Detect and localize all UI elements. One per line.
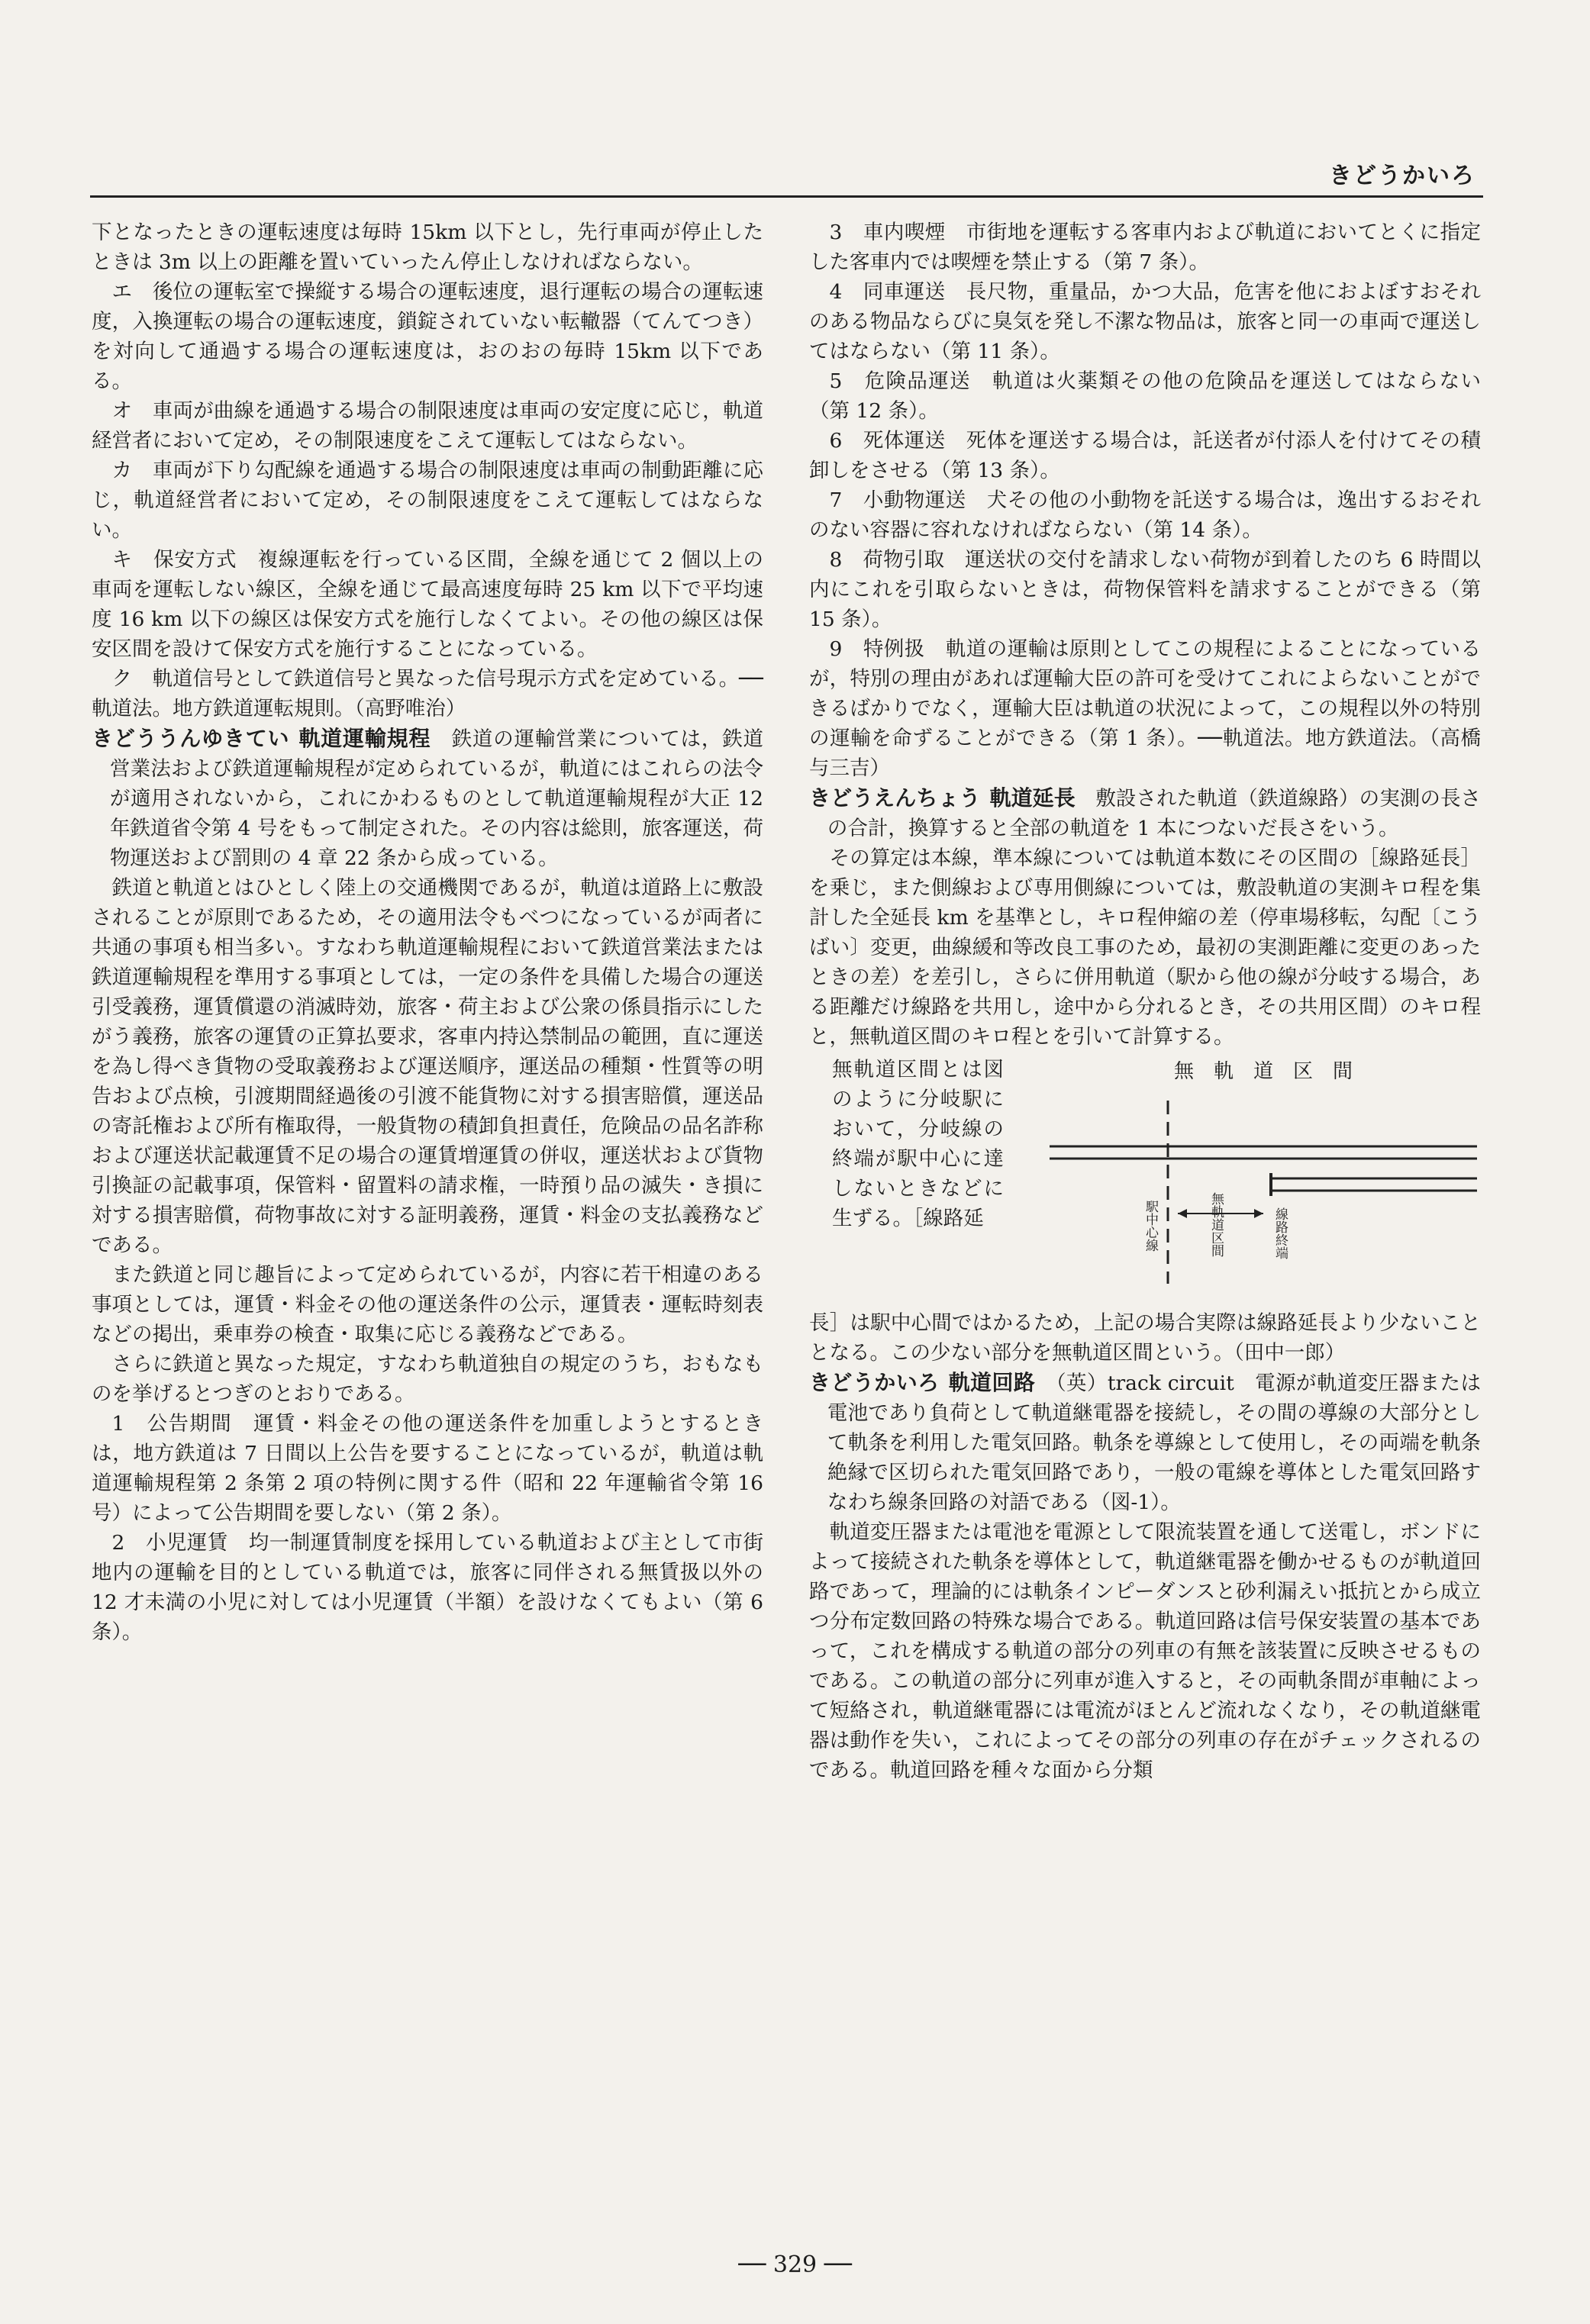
paragraph: エ 後位の運転室で操縦する場合の運転速度，退行運転の場合の運転速度，入換運転の場合の運転速度，鎖錠されていない転轍器（てんてつき）を対向して通過する場合の運転速度は，おのおの毎時 15km 以下である。: [92, 280, 763, 393]
paragraph: 1 公告期間 運賃・料金その他の運送条件を加重しようとするときは，地方鉄道は 7 日間以上公告を要することになっているが，軌道は軌道運輸規程第 2 条第 2 項の特例に関する件（昭和 22 年運輸省令第 16 号）によって公告期間を要しない（第 2 条）。: [92, 1412, 763, 1525]
page-number: ── 329 ──: [738, 2251, 852, 2278]
header-rule: [90, 195, 1483, 198]
figure-title: 無 軌 道 区 間: [1173, 1060, 1353, 1083]
paragraph: 2 小児運賃 均一制運賃制度を採用している軌道および主として市街地内の運輸を目的としている軌道では，旅客に同伴される無賃扱以外の 12 才未満の小児に対しては小児運賃（半額）を設けなくてもよい（第 6 条）。: [92, 1531, 763, 1644]
paragraph: 8 荷物引取 運送状の交付を請求しない荷物が到着したのち 6 時間以内にこれを引取らないときは，荷物保管料を請求することができる（第 15 条）。: [809, 548, 1481, 631]
paragraph: 5 危険品運送 軌道は火薬類その他の危険品を運送してはならない（第 12 条）。: [809, 369, 1481, 423]
paragraph: 長］は駅中心間ではかるため，上記の場合実際は線路延長より少ないこととなる。この少ない部分を無軌道区間という。（田中一郎）: [809, 1311, 1481, 1365]
paragraph: キ 保安方式 複線運転を行っている区間，全線を通じて 2 個以上の車両を運転しない線区，全線を通じて最高速度毎時 25 km 以下で平均速度 16 km 以下の線区は保安方式を施行しなくてよい。その他の線区は保安区間を設けて保安方式を施行することになっている。: [92, 548, 763, 661]
paragraph: ク 軌道信号として鉄道信号と異なった信号現示方式を定めている。──軌道法。地方鉄道運転規則。（高野唯治）: [92, 667, 763, 720]
entry-kido-encho: [809, 783, 1481, 843]
entry-kanji: 軌道回路: [948, 1370, 1036, 1395]
entry-kanji: 軌道延長: [989, 785, 1076, 811]
paragraph: 4 同車運送 長尺物，重量品，かつ大品，危害を他におよぼすおそれのある物品ならびに臭気を発し不潔な物品は，旅客と同一の車両で運送してはならない（第 11 条）。: [809, 280, 1481, 363]
label-no-track-section: 無軌道区間: [1208, 1192, 1224, 1257]
paragraph: 軌道変圧器または電池を電源として限流装置を通して送電し，ボンドによって接続された軌条を導体として，軌道継電器を働かせるものが軌道回路であって，理論的には軌条インピーダンスと砂利漏えい抵抗とから成立つ分布定数回路の特殊な場合である。軌道回路は信号保安装置の基本であって，これを構成する軌道の部分の列車の有無を該装置に反映させるものである。この軌道の部分に列車が進入すると，その両軌条間が車軸によって短絡され，軌道継電器には電流がほとんど流れなくなり，その軌道継電器は動作を失い，これによってその部分の列車の存在がチェックされるのである。軌道回路を種々な面から分類: [809, 1520, 1481, 1782]
paragraph: カ 車両が下り勾配線を通過する場合の制限速度は車両の制動距離に応じ，軌道経営者において定め，その制限速度をこえて運転してはならない。: [92, 459, 763, 542]
paragraph: 7 小動物運送 犬その他の小動物を託送する場合は，逸出するおそれのない容器に容れなければならない（第 14 条）。: [809, 488, 1481, 542]
paragraph: また鉄道と同じ趣旨によって定められているが，内容に若干相違のある事項としては，運賃・料金その他の運送条件の公示，運賃表・運転時刻表などの掲出，乗車券の検査・取集に応じる義務などである。: [92, 1263, 763, 1346]
entry-kido-unyu-kitei: [92, 724, 763, 873]
right-column: [809, 218, 1481, 1785]
entry-headword: きどうえんちょう: [809, 785, 981, 811]
label-line-end: 線路終端: [1272, 1207, 1288, 1259]
paragraph: 9 特例扱 軌道の運輸は原則としてこの規程によることになっているが，特別の理由があれば運輸大臣の許可を受けてこれによらないことができるばかりでなく，運輸大臣は軌道の状況によって，この規程以外の特別の運輸を命ずることができる（第 1 条）。──軌道法。地方鉄道法。（高橋与三吉）: [809, 637, 1481, 780]
label-station-center: 駅中心線: [1143, 1200, 1158, 1252]
entry-lead: （英）track circuit 電源が軌道変圧器または電池であり負荷として軌道継電器を接続し，その間の導線の大部分として軌条を利用した電気回路。軌条を導線として使用し，その両端を軌条絶縁で区切られた電気回路であり，一般の電線を導体とした電気回路すなわち線条回路の対語である（図-1）。: [827, 1372, 1481, 1514]
running-head: きどうかいろ: [1329, 163, 1476, 189]
paragraph: 3 車内喫煙 市街地を運転する客車内および軌道においてとくに指定した客車内では喫煙を禁止する（第 7 条）。: [809, 221, 1481, 274]
left-column: [92, 218, 763, 1647]
entry-headword: きどうかいろ: [809, 1370, 940, 1395]
entry-kanji: 軌道運輸規程: [298, 726, 431, 751]
figure-side-text: 無軌道区間とは図のように分岐駅において，分岐線の終端が駅中心に達しないときなどに生ずる。［線路延: [832, 1058, 1004, 1230]
paragraph: 下となったときの運転速度は毎時 15km 以下とし，先行車両が停止したときは 3m 以上の距離を置いていったん停止しなければならない。: [92, 221, 763, 274]
paragraph: 鉄道と軌道とはひとしく陸上の交通機関であるが，軌道は道路上に敷設されることが原則であるため，その適用法令もべつになっているが両者に共通の事項も相当多い。すなわち軌道運輸規程において鉄道営業法または鉄道運輸規程を準用する事項としては，一定の条件を具備した場合の運送引受義務，運賃償還の消滅時効，旅客・荷主および公衆の係員指示にしたがう義務，旅客の運賃の正算払要求，客車内持込禁制品の範囲，直に運送を為し得べき貨物の受取義務および運送順序，運送品の種類・性質等の明告および点検，引渡期間経過後の引渡不能貨物に対する損害賠償，運送品の寄託権および所有権取得，一般貨物の積卸負担責任，危険品の品名詐称および運送状記載運賃不足の場合の運賃増運賃の併収，運送状および貨物引換証の記載事項，保管料・留置料の請求権，一時預り品の滅失・き損に対する損害賠償，荷物事故に対する証明義務，運賃・料金の支払義務などである。: [92, 876, 763, 1257]
paragraph: さらに鉄道と異なった規定，すなわち軌道独自の規定のうち，おもなものを挙げるとつぎのとおりである。: [92, 1352, 763, 1406]
paragraph: オ 車両が曲線を通過する場合の制限速度は車両の安定度に応じ，軌道経営者において定め，その制限速度をこえて運転してはならない。: [92, 399, 763, 453]
entry-lead: 鉄道の運輸営業については，鉄道営業法および鉄道運輸規程が定められているが，軌道にはこれらの法令が適用されないから，これにかわるものとして軌道運輸規程が大正 12 年鉄道省令第 4 号をもって制定された。その内容は総則，旅客運送，荷物運送および罰則の 4 章 22 条から成っている。: [109, 727, 763, 870]
paragraph: その算定は本線，準本線については軌道本数にその区間の［線路延長］を乗じ，また側線および専用側線については，敷設軌道の実測キロ程を集計した全延長 km を基準とし，キロ程伸縮の差（停車場移転，勾配〔こうばい〕変更，曲線緩和等改良工事のため，最初の実測距離に変更のあったときの差）を差引し，さらに併用軌道（駅から他の線が分岐する場合，ある距離だけ線路を共用し，途中から分れるとき，その共用区間）のキロ程と，無軌道区間のキロ程とを引いて計算する。: [809, 846, 1481, 1049]
figure-no-track-section: [809, 1055, 1481, 1307]
track-diagram: [1004, 1055, 1477, 1299]
entry-lead: 敷設された軌道（鉄道線路）の実測の長さの合計，換算すると全部の軌道を 1 本につないだ長さをいう。: [827, 787, 1482, 840]
entry-kido-kairo: [809, 1368, 1481, 1517]
paragraph: 6 死体運送 死体を運送する場合は，託送者が付添人を付けてその積卸しをさせる（第 13 条）。: [809, 429, 1481, 482]
entry-headword: きどううんゆきてい: [92, 726, 290, 751]
